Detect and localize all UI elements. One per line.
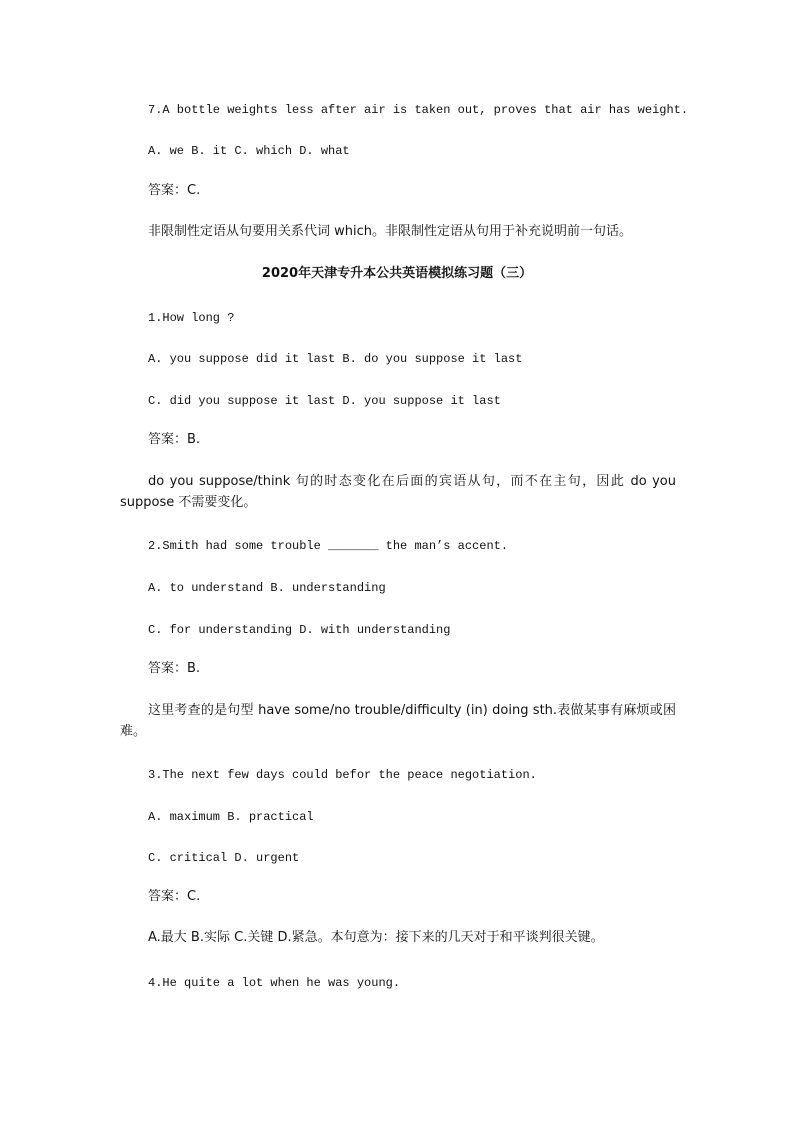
q7-options: A. we B. it C. which D. what: [148, 144, 350, 158]
q2-options-line2: C. for understanding D. with understanding: [148, 623, 451, 637]
q3-question: 3.The next few days could befor the peace negotiation.: [148, 768, 537, 782]
q1-answer: 答案：B.: [148, 432, 201, 447]
q7-answer: 答案：C.: [148, 183, 201, 198]
q1-options-line1: A. you suppose did it last B. do you suppose it last: [148, 352, 523, 366]
q2-answer: 答案：B.: [148, 661, 201, 676]
q4-question: 4.He quite a lot when he was young.: [148, 976, 401, 990]
q3-answer: 答案：C.: [148, 889, 201, 904]
q2-options-line1: A. to understand B. understanding: [148, 581, 386, 595]
q1-options-line2: C. did you suppose it last D. you suppose it last: [148, 394, 501, 408]
q7-explanation: 非限制性定语从句要用关系代词 which。非限制性定语从句用于补充说明前一句话。: [148, 224, 633, 239]
q3-options-line1: A. maximum B. practical: [148, 810, 314, 824]
q3-options-line2: C. critical D. urgent: [148, 851, 300, 865]
q2-question: 2.Smith had some trouble _______ the man’s accent.: [148, 539, 509, 553]
section-title: 2020年天津专升本公共英语模拟练习题（三）: [261, 266, 533, 281]
q1-question: 1.How long ?: [148, 311, 235, 325]
q2-explanation: 这里考查的是句型 have some/no trouble/difficulty (in) doing sth.表做某事有麻烦或困难。: [120, 703, 676, 739]
q7-question: 7.A bottle weights less after air is taken out, proves that air has weight.: [148, 103, 689, 117]
q3-explanation: A.最大 B.实际 C.关键 D.紧急。本句意为：接下来的几天对于和平谈判很关键。: [148, 930, 604, 945]
q1-explanation: do you suppose/think 句的时态变化在后面的宾语从句，而不在主句，因此 do you suppose 不需要变化。: [120, 474, 676, 510]
